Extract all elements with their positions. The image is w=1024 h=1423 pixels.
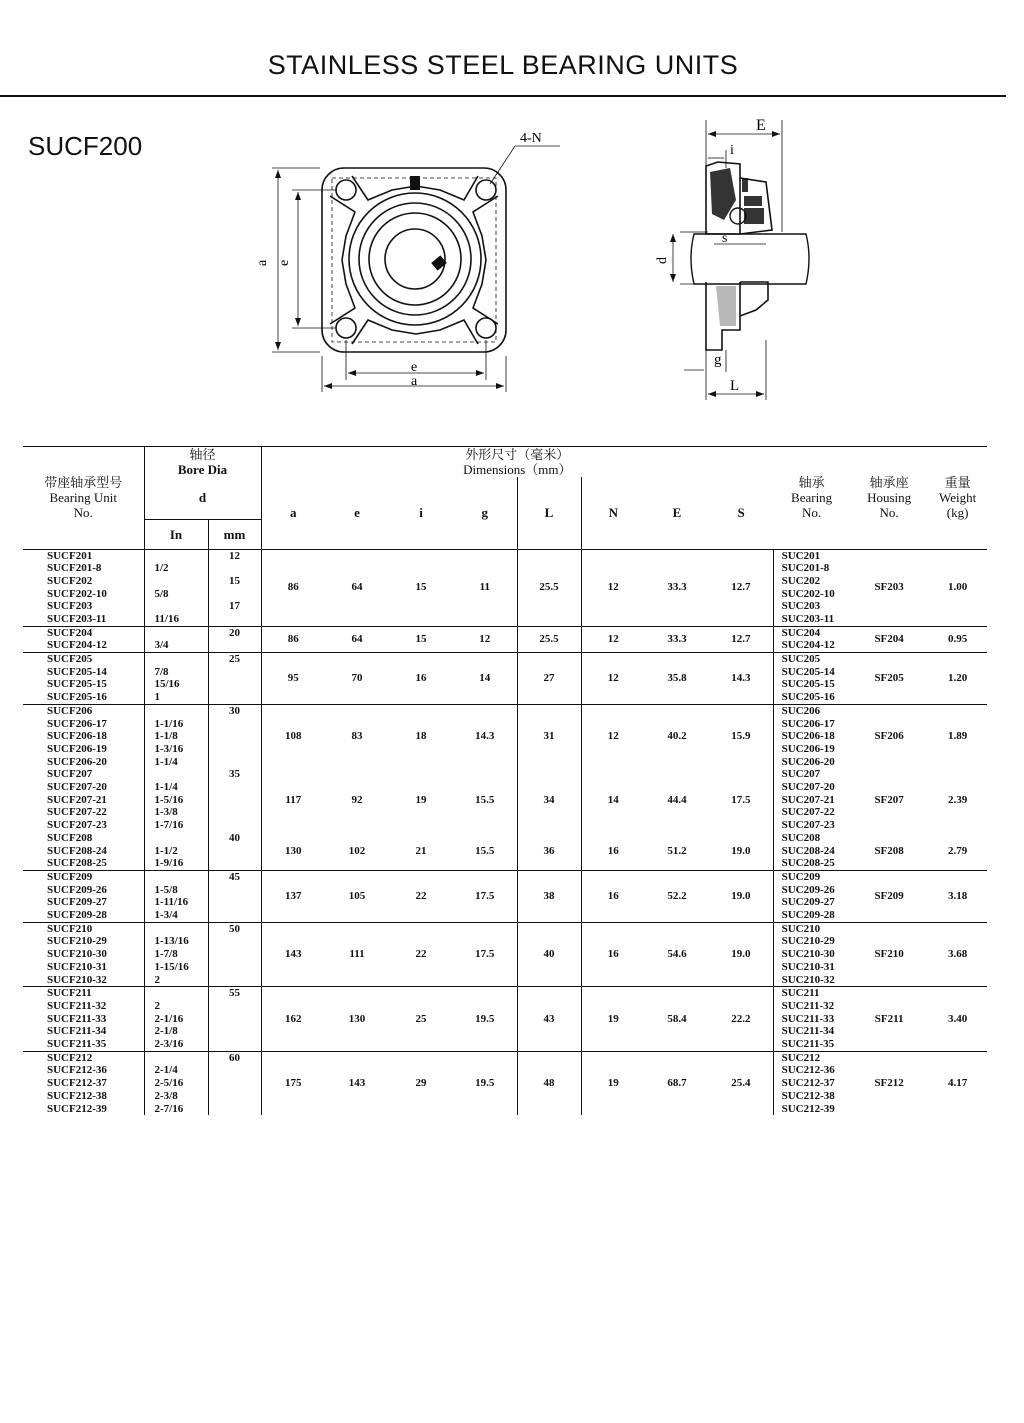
dim-e-cell: 111: [349, 948, 365, 961]
unit-number-cell: SUCF201 SUCF201-8 SUCF202 SUCF202-10 SUCF203 SUCF203-11: [47, 549, 107, 625]
bearing-number-cell: SUC209 SUC209-26 SUC209-27 SUC209-28: [773, 870, 850, 922]
bore-inch-cell: 7/8 15/16 1: [144, 653, 208, 705]
dim-e-cell: 64: [351, 581, 363, 594]
bore-inch-cell: 3/4: [144, 626, 208, 652]
header-in: In: [144, 519, 208, 549]
bore-mm-cell: 45: [208, 870, 261, 922]
front-view-drawing: [255, 125, 565, 405]
label-s: s: [722, 231, 728, 246]
table-row: [23, 704, 987, 870]
dim-e-cell: 143: [348, 1077, 366, 1090]
dim-E-cell: 40.2 44.4 51.2: [667, 730, 687, 857]
unit-number-cell: SUCF209 SUCF209-26 SUCF209-27 SUCF209-28: [47, 870, 107, 922]
header-d: d: [144, 477, 261, 519]
page-title: STAINLESS STEEL BEARING UNITS: [267, 50, 739, 80]
bore-mm-cell: 55: [208, 987, 261, 1052]
housing-number-cell: SF210: [874, 948, 904, 961]
header-housing-no: 轴承座 Housing No.: [850, 447, 928, 550]
dim-g-cell: 12: [479, 633, 491, 646]
dim-N-cell: 12: [581, 626, 645, 652]
dim-a-cell: 108 117 130: [261, 704, 325, 870]
bore-inch-cell: 1-13/16 1-7/8 1-15/16 2: [144, 922, 208, 987]
dim-g-cell: 14: [479, 672, 491, 685]
dim-L-cell: 48: [517, 1051, 581, 1115]
bore-mm-cell: 60: [208, 1051, 261, 1115]
label-g: g: [714, 352, 722, 368]
label-e-horizontal: e: [411, 360, 418, 375]
dim-E-cell: 33.3: [667, 581, 687, 594]
bore-inch-cell: 1-1/16 1-1/8 1-3/16 1-1/4 1-1/4 1-5/16 1-3/8 1-7/16 1-1/2 1-9/16: [144, 704, 208, 870]
header-col-i: i: [389, 477, 453, 549]
header-mm: mm: [208, 519, 261, 549]
label-e-vertical: e: [277, 259, 292, 266]
unit-number-cell: SUCF204 SUCF204-12: [47, 626, 107, 652]
dim-L-cell: 40: [517, 922, 581, 987]
dim-E-cell: 58.4: [667, 1012, 687, 1025]
dim-g-cell: 11: [479, 581, 490, 594]
header-bearing-no: 轴承 Bearing No.: [773, 447, 850, 550]
dim-S-cell: 12.7: [731, 581, 751, 594]
bearing-number-cell: SUC211 SUC211-32 SUC211-33 SUC211-34 SUC211-35: [773, 987, 850, 1052]
dim-i-cell: 15: [415, 633, 427, 646]
dim-L-cell: 25.5: [517, 549, 581, 626]
bore-mm-cell: 50: [208, 922, 261, 987]
dim-S-cell: 15.9 17.5 19.0: [731, 730, 751, 857]
bore-mm-cell: 12 15 17: [208, 549, 261, 626]
housing-number-cell: SF206 SF207 SF208: [874, 730, 904, 857]
dim-S-cell: 14.3: [731, 672, 751, 685]
dim-g-cell: 17.5: [475, 890, 495, 903]
spec-table: [23, 446, 987, 1115]
label-d: d: [655, 257, 670, 264]
dim-L-cell: 25.5: [517, 626, 581, 652]
dim-L-cell: 43: [517, 987, 581, 1052]
housing-number-cell: SF203: [874, 581, 904, 594]
dim-g-cell: 17.5: [475, 948, 495, 961]
dim-i-cell: 29: [415, 1077, 427, 1090]
housing-number-cell: SF211: [874, 1012, 904, 1025]
weight-cell: 0.95: [947, 633, 968, 646]
dim-E-cell: 52.2: [667, 890, 687, 903]
bearing-number-cell: SUC212 SUC212-36 SUC212-37 SUC212-38 SUC212-39: [773, 1051, 850, 1115]
dim-L-cell: 27: [517, 653, 581, 705]
header-col-N: N: [581, 477, 645, 549]
side-view-drawing: [650, 110, 820, 410]
dim-e-cell: 130: [348, 1012, 366, 1025]
dim-N-cell: 12: [581, 549, 645, 626]
label-holes: 4-N: [520, 131, 542, 146]
housing-number-cell: SF205: [874, 672, 904, 685]
dim-i-cell: 18 19 21: [415, 730, 427, 857]
housing-number-cell: SF212: [874, 1077, 904, 1090]
bore-inch-cell: 1/2 5/8 11/16: [144, 549, 208, 626]
dim-S-cell: 12.7: [731, 633, 751, 646]
bore-inch-cell: 2-1/4 2-5/16 2-3/8 2-7/16: [144, 1051, 208, 1115]
dim-S-cell: 25.4: [731, 1077, 751, 1090]
dim-e-cell: 105: [348, 890, 366, 903]
bearing-number-cell: SUC201 SUC201-8 SUC202 SUC202-10 SUC203 SUC203-11: [773, 549, 850, 626]
dim-a-cell: 175: [261, 1051, 325, 1115]
table-row: [23, 922, 987, 987]
weight-cell: 1.00: [947, 581, 968, 594]
table-row: [23, 870, 987, 922]
table-row: [23, 1051, 987, 1115]
model-heading: SUCF200: [28, 131, 143, 161]
housing-number-cell: SF204: [874, 633, 904, 646]
dim-N-cell: 16: [581, 870, 645, 922]
dim-E-cell: 54.6: [667, 948, 687, 961]
label-L: L: [730, 378, 740, 394]
dim-E-cell: 33.3: [667, 633, 687, 646]
header-col-E: E: [645, 477, 709, 549]
dim-g-cell: 19.5: [475, 1012, 495, 1025]
header-col-g: g: [453, 477, 517, 549]
title-rule: [0, 95, 1006, 97]
bore-inch-cell: 1-5/8 1-11/16 1-3/4: [144, 870, 208, 922]
bearing-number-cell: SUC205 SUC205-14 SUC205-15 SUC205-16: [773, 653, 850, 705]
header-col-S: S: [709, 477, 773, 549]
housing-number-cell: SF209: [874, 890, 904, 903]
weight-cell: 1.20: [947, 672, 968, 685]
dim-e-cell: 70: [351, 672, 363, 685]
table-row: [23, 987, 987, 1052]
header-bearing-unit: 带座轴承型号 Bearing Unit No.: [23, 447, 144, 550]
dim-a-cell: 95: [261, 653, 325, 705]
header-dimensions: 外形尺寸（毫米） Dimensions（mm）: [261, 447, 773, 478]
bore-mm-cell: 30 35 40: [208, 704, 261, 870]
table-row: [23, 653, 987, 705]
dim-N-cell: 16: [581, 922, 645, 987]
bearing-number-cell: SUC206 SUC206-17 SUC206-18 SUC206-19 SUC206-20 SUC207 SUC207-20 SUC207-21 SUC207-22 SUC207-23 SUC208 SUC208-24 SUC208-25: [773, 704, 850, 870]
dim-E-cell: 35.8: [667, 672, 687, 685]
unit-number-cell: SUCF206 SUCF206-17 SUCF206-18 SUCF206-19 SUCF206-20 SUCF207 SUCF207-20 SUCF207-21 SUCF207-22 SUCF207-23 SUCF208 SUCF208-24 SUCF208-25: [47, 704, 107, 870]
label-i: i: [730, 143, 734, 158]
dim-i-cell: 22: [415, 948, 427, 961]
dim-e-cell: 83 92 102: [348, 730, 366, 857]
dim-N-cell: 19: [581, 987, 645, 1052]
weight-cell: 3.68: [947, 948, 968, 961]
dim-S-cell: 19.0: [731, 948, 751, 961]
dim-E-cell: 68.7: [667, 1077, 687, 1090]
label-E: E: [756, 117, 766, 134]
unit-number-cell: SUCF211 SUCF211-32 SUCF211-33 SUCF211-34 SUCF211-35: [47, 987, 107, 1051]
dim-i-cell: 16: [415, 672, 427, 685]
dim-N-cell: 12: [581, 653, 645, 705]
dim-i-cell: 25: [415, 1012, 427, 1025]
bore-inch-cell: 2 2-1/16 2-1/8 2-3/16: [144, 987, 208, 1052]
bearing-number-cell: SUC204 SUC204-12: [773, 626, 850, 652]
dim-g-cell: 19.5: [475, 1077, 495, 1090]
bearing-number-cell: SUC210 SUC210-29 SUC210-30 SUC210-31 SUC210-32: [773, 922, 850, 987]
header-col-a: a: [261, 477, 325, 549]
header-col-L: L: [517, 477, 581, 549]
dim-a-cell: 137: [261, 870, 325, 922]
unit-number-cell: SUCF210 SUCF210-29 SUCF210-30 SUCF210-31 SUCF210-32: [47, 922, 107, 986]
dim-i-cell: 22: [415, 890, 427, 903]
label-a-horizontal: a: [411, 374, 418, 389]
dim-a-cell: 86: [261, 626, 325, 652]
table-row: [23, 626, 987, 652]
unit-number-cell: SUCF212 SUCF212-36 SUCF212-37 SUCF212-38 SUCF212-39: [47, 1051, 107, 1115]
dim-a-cell: 143: [261, 922, 325, 987]
unit-number-cell: SUCF205 SUCF205-14 SUCF205-15 SUCF205-16: [47, 653, 107, 704]
weight-cell: 1.89 2.39 2.79: [947, 730, 968, 857]
dim-S-cell: 22.2: [731, 1012, 751, 1025]
dim-N-cell: 19: [581, 1051, 645, 1115]
dim-i-cell: 15: [415, 581, 427, 594]
dim-L-cell: 31 34 36: [517, 704, 581, 870]
label-a-vertical: a: [255, 259, 270, 266]
dim-N-cell: 12 14 16: [581, 704, 645, 870]
dim-L-cell: 38: [517, 870, 581, 922]
dim-a-cell: 162: [261, 987, 325, 1052]
header-bore-dia: 轴径 Bore Dia: [144, 447, 261, 478]
dim-e-cell: 64: [351, 633, 363, 646]
header-weight: 重量 Weight (kg): [928, 447, 987, 550]
bore-mm-cell: 25: [208, 653, 261, 705]
dim-g-cell: 14.3 15.5 15.5: [475, 730, 495, 857]
weight-cell: 3.40: [947, 1012, 968, 1025]
dim-a-cell: 86: [261, 549, 325, 626]
dim-S-cell: 19.0: [731, 890, 751, 903]
weight-cell: 3.18: [947, 890, 968, 903]
bore-mm-cell: 20: [208, 626, 261, 652]
header-col-e: e: [325, 477, 389, 549]
table-row: [23, 549, 987, 626]
weight-cell: 4.17: [947, 1077, 968, 1090]
